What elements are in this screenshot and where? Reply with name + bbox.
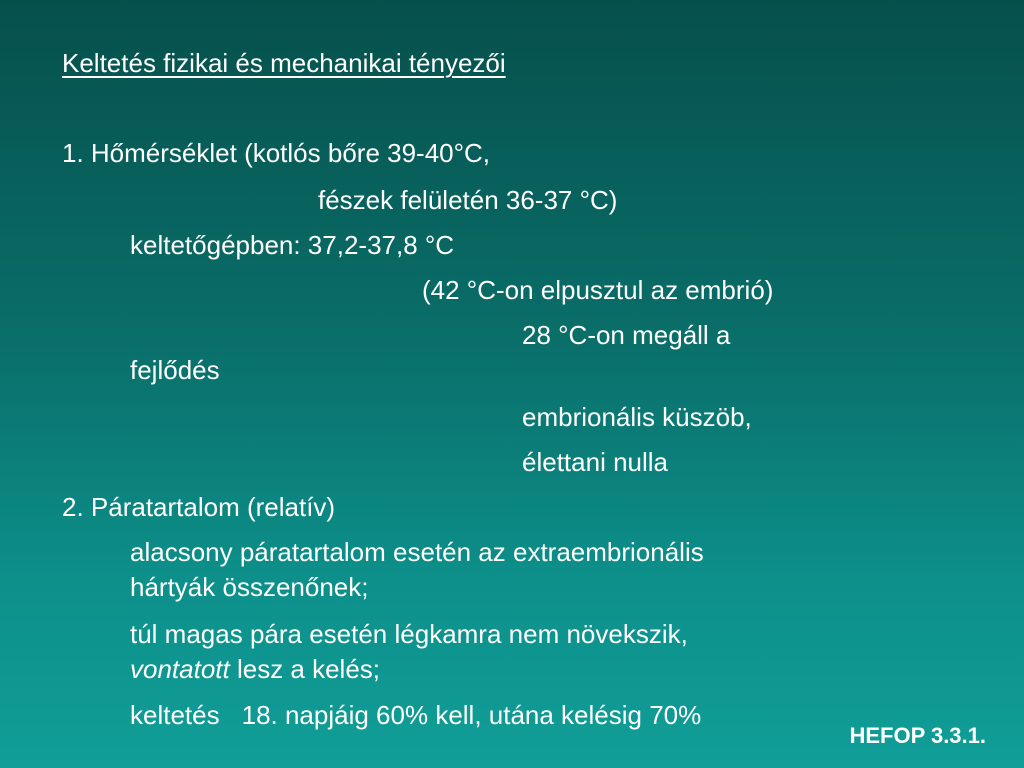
development-stop-continuation: fejlődés	[130, 355, 220, 385]
embryonic-threshold: embrionális küszöb,	[522, 402, 752, 432]
high-humidity-line1: túl magas pára esetén légkamra nem növekszik,	[130, 619, 688, 649]
humidity-heading: 2. Páratartalom (relatív)	[62, 492, 336, 522]
high-humidity-line2-rest: lesz a kelés;	[229, 654, 381, 684]
italic-word: vontatott	[130, 654, 230, 684]
nest-temperature: fészek felületén 36-37 °C)	[318, 185, 618, 215]
development-stop-temperature: 28 °C-on megáll a	[522, 320, 731, 350]
humidity-schedule-line	[130, 700, 701, 730]
high-humidity-line2	[130, 654, 380, 684]
footer-label: HEFOP 3.3.1.	[849, 723, 986, 748]
temperature-heading: 1. Hőmérséklet (kotlós bőre 39-40°C,	[62, 138, 491, 168]
low-humidity-line1: alacsony páratartalom esetén az extraembrionális	[130, 537, 704, 567]
embryo-death-temperature: (42 °C-on elpusztul az embrió)	[422, 275, 774, 305]
humidity-schedule-value: 18. napjáig 60% kell, utána kelésig 70%	[241, 700, 702, 730]
low-humidity-line2: hártyák összenőnek;	[130, 572, 369, 602]
incubator-temperature: keltetőgépben: 37,2-37,8 °C	[130, 230, 455, 260]
slide-title: Keltetés fizikai és mechanikai tényezői	[62, 48, 506, 78]
physiological-zero: élettani nulla	[522, 447, 668, 477]
humidity-schedule-label: keltetés	[130, 700, 220, 730]
